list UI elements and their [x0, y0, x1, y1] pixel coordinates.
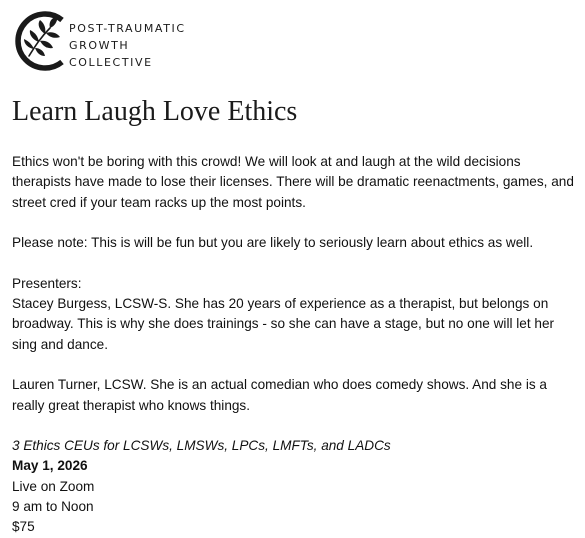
ceu-info: 3 Ethics CEUs for LCSWs, LMSWs, LPCs, LMFTs, and LADCs: [12, 438, 391, 454]
leaf-logo-icon: [10, 6, 72, 76]
description-paragraph: Ethics won't be boring with this crowd! We will look at and laugh at the wild decisions therapists have made to lose their licenses. There will be dramatic reenactments, games, and street cred if your team racks up the most points.: [12, 154, 574, 210]
event-price: $75: [12, 519, 35, 535]
logo-wordmark: [69, 20, 186, 71]
event-description: [12, 152, 577, 538]
note-paragraph: Please note: This is will be fun but you are likely to seriously learn about ethics as well.: [12, 235, 534, 251]
presenters-heading: Presenters:: [12, 275, 82, 291]
event-location: Live on Zoom: [12, 478, 95, 494]
presenter-first: Stacey Burgess, LCSW-S. She has 20 years of experience as a therapist, but belongs on broadway. This is why she does trainings - so she can have a stage, but no one will let her sing and dance.: [12, 296, 555, 352]
logo-line-1: POST-TRAUMATIC: [69, 22, 186, 35]
header: [0, 0, 585, 88]
logo-line-2: GROWTH: [69, 39, 130, 52]
event-date: May 1, 2026: [12, 458, 88, 474]
presenter-second: Lauren Turner, LCSW. She is an actual comedian who does comedy shows. And she is a really great therapist who knows things.: [12, 377, 547, 413]
event-time: 9 am to Noon: [12, 499, 94, 515]
logo-line-3: COLLECTIVE: [69, 56, 153, 69]
page-title: Learn Laugh Love Ethics: [12, 96, 298, 127]
